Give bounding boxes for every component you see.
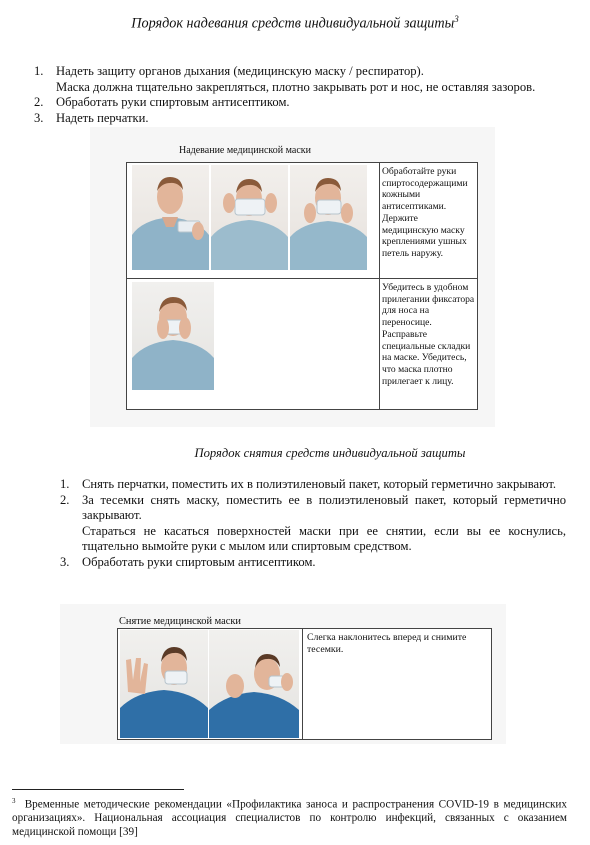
step-note: Стараться не касаться поверхностей маски при ее снятии, если вы ее коснулись, тщательно вымойте руки с мылом или спиртовым средством. [82, 523, 566, 553]
step-number: 3. [60, 554, 70, 569]
list-item [34, 64, 574, 95]
footnote-separator [12, 789, 184, 790]
doffing-title: Порядок снятия средств индивидуальной защиты [194, 446, 466, 460]
step-text: Обработать руки спиртовым антисептиком. [56, 95, 290, 109]
step-text [82, 493, 566, 555]
table-divider [127, 278, 477, 279]
list-item [60, 477, 566, 493]
photo-remove-mask-front [120, 630, 208, 738]
mask-on-table [126, 162, 478, 410]
step-text: Снять перчатки, поместить их в полиэтиленовый пакет, который герметично закрывают. [82, 477, 557, 491]
footnote-number: 3 [12, 797, 16, 805]
step-line: Надеть защиту органов дыхания (медицинскую маску / респиратор). [56, 64, 424, 78]
instruction-text-hold-mask: Обработайте руки спиртосодержащими кожными антисептиками. Держите медицинскую маску креплениями ушных петель наружу. [382, 166, 468, 259]
footnote-text: Временные методические рекомендации «Профилактика заноса и распространения COVID-19 в медицинских организациях». Национальная ассоциация специалистов по контролю инфекций, связанных с оказанием медицинской помощи [39] [12, 798, 568, 838]
step-line: Маска должна тщательно закрепляться, плотно закрывать рот и нос, не оставляя зазоров. [56, 79, 536, 94]
donning-title [0, 14, 590, 33]
photo-check-fit [132, 282, 214, 390]
list-item [34, 95, 574, 111]
instruction-text-check-fit: Убедитесь в удобном прилегании фиксатора для носа на переносице. Расправьте специальные складки на маске. Убедитесь, что маска плотно прилегает к лицу. [382, 282, 475, 387]
photo-hold-mask [132, 165, 209, 270]
doffing-steps [60, 477, 566, 570]
step-line: За тесемки снять маску, поместить ее в полиэтиленовый пакет, который герметично закрывают. [82, 492, 566, 522]
step-number: 2. [34, 95, 44, 109]
list-item [60, 555, 566, 571]
photo-put-on-mask [211, 165, 288, 270]
step-number: 1. [34, 64, 44, 78]
figure-caption-mask-on: Надевание медицинской маски [179, 145, 311, 156]
footnote-ref[interactable]: 3 [454, 14, 459, 24]
step-text: Надеть перчатки. [56, 110, 149, 125]
mask-off-table [117, 628, 492, 740]
photo-remove-mask-side [209, 630, 299, 738]
table-divider [302, 629, 303, 739]
photo-fix-ear-loops [290, 165, 367, 270]
list-item [60, 493, 566, 555]
figure-caption-mask-off: Снятие медицинской маски [119, 616, 241, 627]
list-item [34, 111, 574, 127]
donning-steps [34, 64, 574, 126]
table-divider [379, 163, 380, 409]
donning-title-text: Порядок надевания средств индивидуальной защиты [131, 15, 455, 32]
step-number: 1. [60, 477, 70, 491]
step-text: Обработать руки спиртовым антисептиком. [82, 554, 316, 569]
step-text [56, 64, 574, 95]
footnote [12, 795, 567, 840]
step-number: 2. [60, 492, 70, 507]
instruction-text-remove-mask: Слегка наклонитесь вперед и снимите тесемки. [307, 632, 467, 655]
step-number: 3. [34, 110, 44, 125]
